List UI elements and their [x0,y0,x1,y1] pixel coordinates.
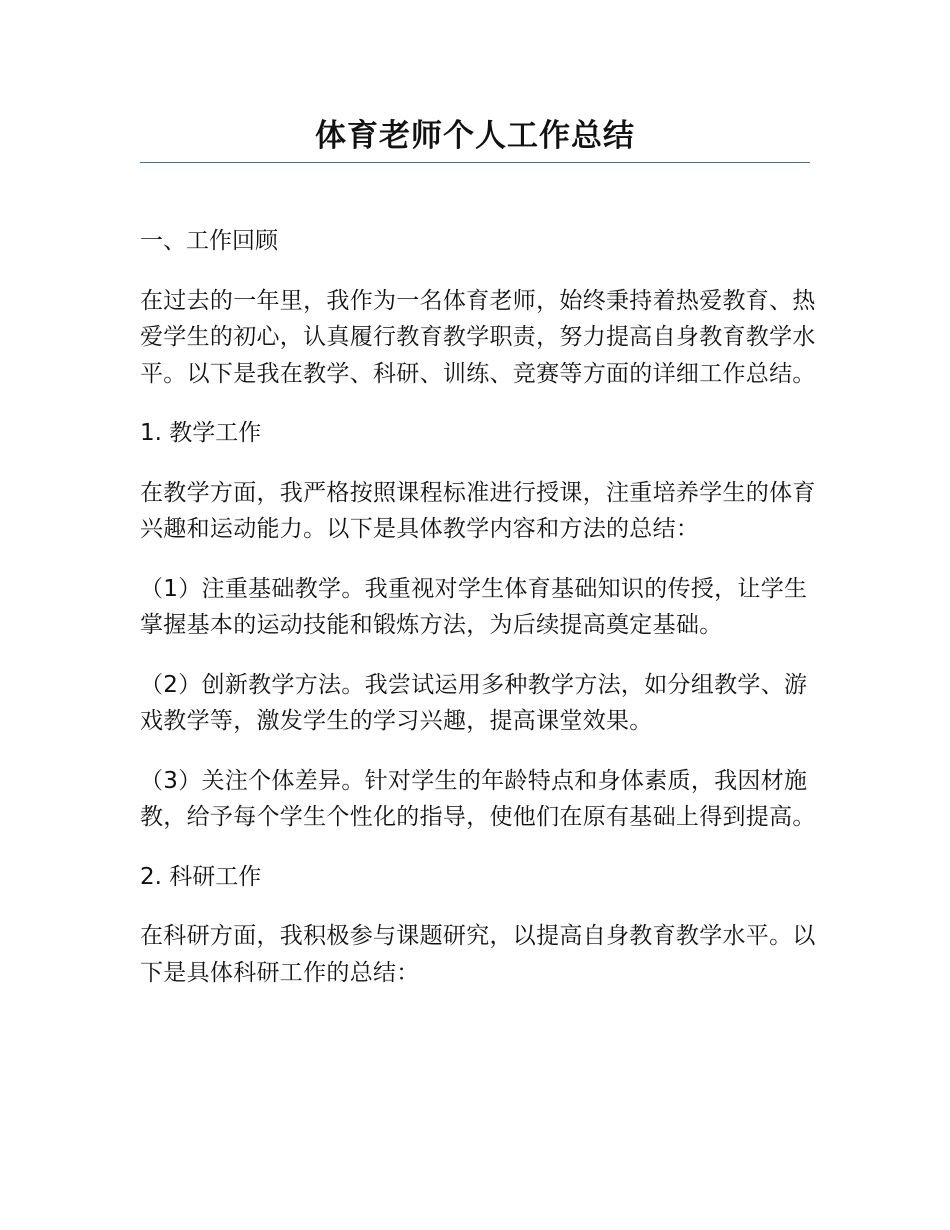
section-heading-review: 一、工作回顾 [140,228,278,254]
teaching-intro-paragraph: 在教学方面，我严格按照课程标准进行授课，注重培养学生的体育兴趣和运动能力。以下是具体教学内容和方法的总结： [140,479,816,542]
teaching-item-2: （2）创新教学方法。我尝试运用多种教学方法，如分组教学、游戏教学等，激发学生的学习兴趣，提高课堂效果。 [140,671,808,734]
research-intro-paragraph: 在科研方面，我积极参与课题研究，以提高自身教育教学水平。以下是具体科研工作的总结： [140,923,816,986]
teaching-item-1: （1）注重基础教学。我重视对学生体育基础知识的传授，让学生掌握基本的运动技能和锻炼方法，为后续提高奠定基础。 [140,575,808,638]
section-heading-research: 2. 科研工作 [140,863,262,890]
intro-paragraph: 在过去的一年里，我作为一名体育老师，始终秉持着热爱教育、热爱学生的初心，认真履行教育教学职责，努力提高自身教育教学水平。以下是我在教学、科研、训练、竞赛等方面的详细工作总结。 [140,287,816,387]
section-heading-teaching: 1. 教学工作 [140,420,262,446]
teaching-item-3: （3）关注个体差异。针对学生的年龄特点和身体素质，我因材施教，给予每个学生个性化的指导，使他们在原有基础上得到提高。 [140,767,816,830]
document-title: 体育老师个人工作总结 [315,118,635,154]
title-underline [140,162,810,163]
document-body [140,223,825,1014]
